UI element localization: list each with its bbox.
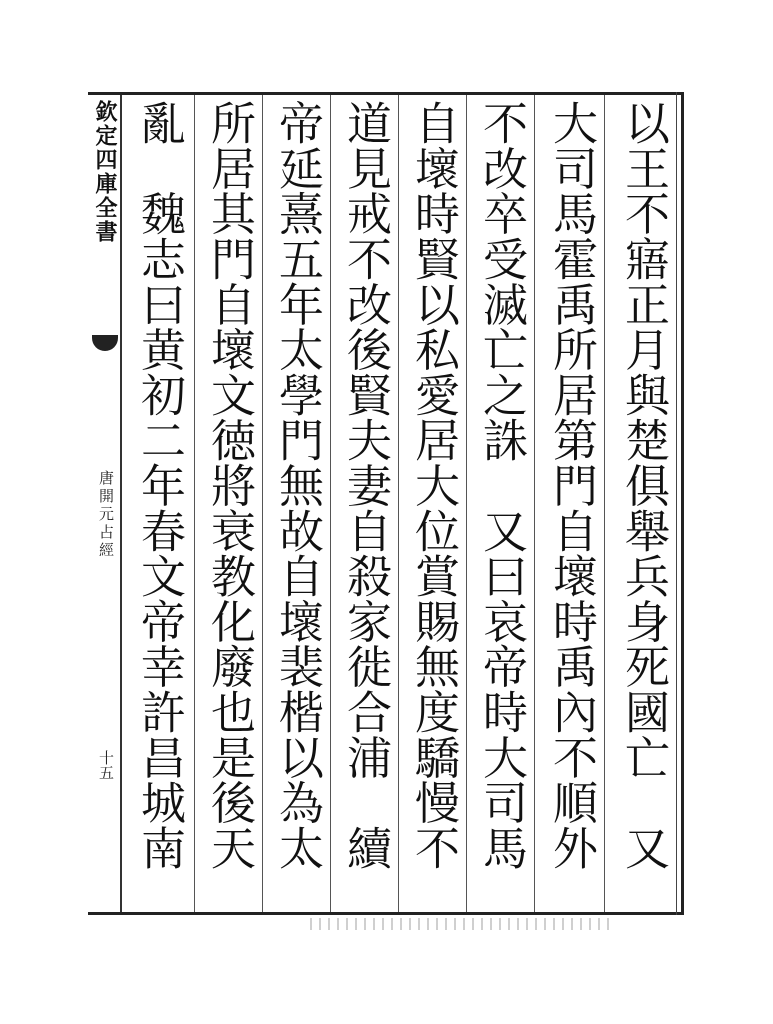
text-column-7: 所居其門自壞文徳將衰教化廢也是後天: [203, 100, 256, 871]
page-number: 十五: [97, 750, 115, 780]
column-rule: [330, 95, 331, 912]
text-column-8: 亂 魏志曰黄初二年春文帝幸許昌城南: [133, 100, 186, 871]
frame-top-border: [88, 92, 684, 95]
text-column-5: 道見戒不改後賢夫妻自殺家徙合浦 續: [339, 100, 392, 871]
column-rule: [534, 95, 535, 912]
book-title: 欽定四庫全書: [92, 100, 118, 244]
chapter-title: 唐開元占經: [97, 470, 115, 560]
frame-right-inner-border: [676, 92, 677, 915]
text-column-1: 以王不寤正月與楚俱舉兵身死國亡 又: [617, 100, 670, 871]
frame-right-border: [681, 92, 684, 915]
column-rule: [398, 95, 399, 912]
column-rule: [194, 95, 195, 912]
column-rule: [262, 95, 263, 912]
frame-bottom-border: [88, 912, 684, 915]
text-column-3: 不改卒受滅亡之誅 又曰哀帝時大司馬: [475, 100, 528, 871]
text-column-6: 帝延熹五年太學門無故自壞裴楷以為太: [271, 100, 324, 871]
column-rule: [466, 95, 467, 912]
column-rule: [604, 95, 605, 912]
text-column-2: 大司馬霍禹所居第門自壞時禹內不順外: [545, 100, 598, 871]
text-column-4: 自壞時賢以私愛居大位賞賜無度驕慢不: [407, 100, 460, 871]
scan-speckle: [310, 918, 610, 930]
